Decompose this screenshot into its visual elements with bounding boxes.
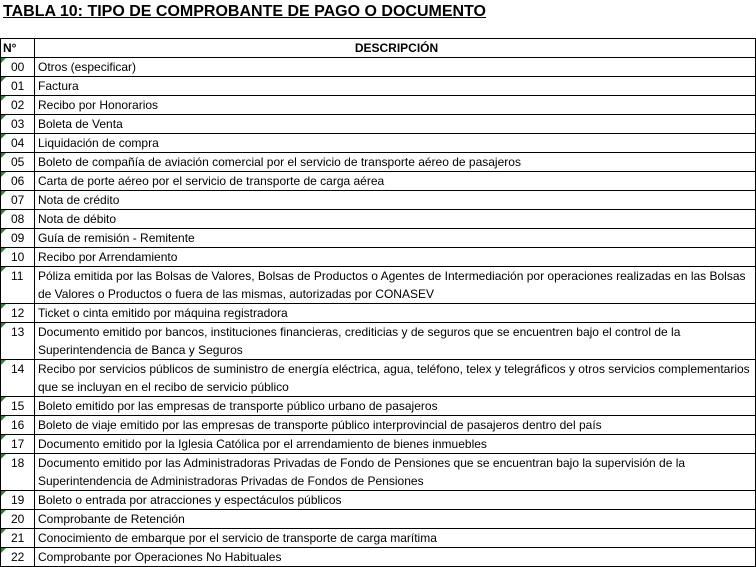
row-description-cell[interactable]: Nota de débito bbox=[35, 210, 756, 229]
row-code-cell[interactable]: 17 bbox=[1, 435, 35, 454]
row-code-cell[interactable]: 11 bbox=[1, 267, 35, 304]
row-code-cell[interactable]: 00 bbox=[1, 58, 35, 77]
table-row bbox=[1, 229, 756, 248]
table-row bbox=[1, 304, 756, 323]
table-row bbox=[1, 115, 756, 134]
table-row bbox=[1, 360, 756, 397]
table-row bbox=[1, 172, 756, 191]
row-description-cell[interactable]: Comprobante por Operaciones No Habituales bbox=[35, 548, 756, 567]
table-row bbox=[1, 58, 756, 77]
page-title: TABLA 10: TIPO DE COMPROBANTE DE PAGO O DOCUMENTO bbox=[3, 3, 486, 20]
table-row bbox=[1, 77, 756, 96]
row-code-cell[interactable]: 21 bbox=[1, 529, 35, 548]
table-header-row bbox=[1, 39, 756, 58]
table-row bbox=[1, 548, 756, 567]
row-description-cell[interactable]: Boleto o entrada por atracciones y espectáculos públicos bbox=[35, 491, 756, 510]
row-code-cell[interactable]: 10 bbox=[1, 248, 35, 267]
row-description-cell[interactable]: Conocimiento de embarque por el servicio de transporte de carga marítima bbox=[35, 529, 756, 548]
row-description-cell[interactable]: Documento emitido por las Administradoras Privadas de Fondo de Pensiones que se encuentran bajo la supervisión de la Superintendencia de Administradoras Privadas de Fondos de Pensiones bbox=[35, 454, 756, 491]
row-code-cell[interactable]: 02 bbox=[1, 96, 35, 115]
table-body bbox=[1, 58, 756, 567]
row-description-cell[interactable]: Documento emitido por la Iglesia Católica por el arrendamiento de bienes inmuebles bbox=[35, 435, 756, 454]
row-description-cell[interactable]: Boleto de compañía de aviación comercial por el servicio de transporte aéreo de pasajeros bbox=[35, 153, 756, 172]
row-description-cell[interactable]: Boleta de Venta bbox=[35, 115, 756, 134]
row-description-cell[interactable]: Documento emitido por bancos, instituciones financieras, crediticias y de seguros que se encuentren bajo el control de la Superintendencia de Banca y Seguros bbox=[35, 323, 756, 360]
table-row bbox=[1, 248, 756, 267]
row-description-cell[interactable]: Boleto de viaje emitido por las empresas de transporte público interprovincial de pasajeros dentro del país bbox=[35, 416, 756, 435]
table-row bbox=[1, 210, 756, 229]
row-code-cell[interactable]: 16 bbox=[1, 416, 35, 435]
row-code-cell[interactable]: 09 bbox=[1, 229, 35, 248]
table-row bbox=[1, 134, 756, 153]
row-description-cell[interactable]: Ticket o cinta emitido por máquina registradora bbox=[35, 304, 756, 323]
row-description-cell[interactable]: Comprobante de Retención bbox=[35, 510, 756, 529]
row-description-cell[interactable]: Liquidación de compra bbox=[35, 134, 756, 153]
table-row bbox=[1, 454, 756, 491]
table-row bbox=[1, 267, 756, 304]
row-code-cell[interactable]: 07 bbox=[1, 191, 35, 210]
row-code-cell[interactable]: 19 bbox=[1, 491, 35, 510]
row-description-cell[interactable]: Recibo por Arrendamiento bbox=[35, 248, 756, 267]
table-row bbox=[1, 96, 756, 115]
table-row bbox=[1, 416, 756, 435]
row-description-cell[interactable]: Recibo por servicios públicos de suministro de energía eléctrica, agua, teléfono, telex y telegráficos y otros servicios complementarios que se incluyan en el recibo de servicio público bbox=[35, 360, 756, 397]
row-description-cell[interactable]: Póliza emitida por las Bolsas de Valores, Bolsas de Productos o Agentes de Intermediación por operaciones realizadas en las Bolsas de Valores o Productos o fuera de las mismas, autorizadas por CONASEV bbox=[35, 267, 756, 304]
row-description-cell[interactable]: Guía de remisión - Remitente bbox=[35, 229, 756, 248]
row-description-cell[interactable]: Otros (especificar) bbox=[35, 58, 756, 77]
row-description-cell[interactable]: Factura bbox=[35, 77, 756, 96]
row-description-cell[interactable]: Boleto emitido por las empresas de transporte público urbano de pasajeros bbox=[35, 397, 756, 416]
row-code-cell[interactable]: 18 bbox=[1, 454, 35, 491]
row-code-cell[interactable]: 01 bbox=[1, 77, 35, 96]
table-row bbox=[1, 510, 756, 529]
row-code-cell[interactable]: 22 bbox=[1, 548, 35, 567]
row-description-cell[interactable]: Nota de crédito bbox=[35, 191, 756, 210]
row-code-cell[interactable]: 08 bbox=[1, 210, 35, 229]
table-row bbox=[1, 323, 756, 360]
column-header-description: DESCRIPCIÓN bbox=[35, 39, 756, 58]
row-code-cell[interactable]: 06 bbox=[1, 172, 35, 191]
table-row bbox=[1, 153, 756, 172]
row-code-cell[interactable]: 05 bbox=[1, 153, 35, 172]
row-description-cell[interactable]: Carta de porte aéreo por el servicio de transporte de carga aérea bbox=[35, 172, 756, 191]
comprobantes-table bbox=[0, 38, 756, 567]
row-code-cell[interactable]: 12 bbox=[1, 304, 35, 323]
row-code-cell[interactable]: 13 bbox=[1, 323, 35, 360]
row-code-cell[interactable]: 20 bbox=[1, 510, 35, 529]
table-row bbox=[1, 191, 756, 210]
table-row bbox=[1, 397, 756, 416]
row-description-cell[interactable]: Recibo por Honorarios bbox=[35, 96, 756, 115]
column-header-number: N° bbox=[1, 39, 35, 58]
row-code-cell[interactable]: 15 bbox=[1, 397, 35, 416]
table-row bbox=[1, 491, 756, 510]
row-code-cell[interactable]: 03 bbox=[1, 115, 35, 134]
table-row bbox=[1, 435, 756, 454]
row-code-cell[interactable]: 04 bbox=[1, 134, 35, 153]
row-code-cell[interactable]: 14 bbox=[1, 360, 35, 397]
